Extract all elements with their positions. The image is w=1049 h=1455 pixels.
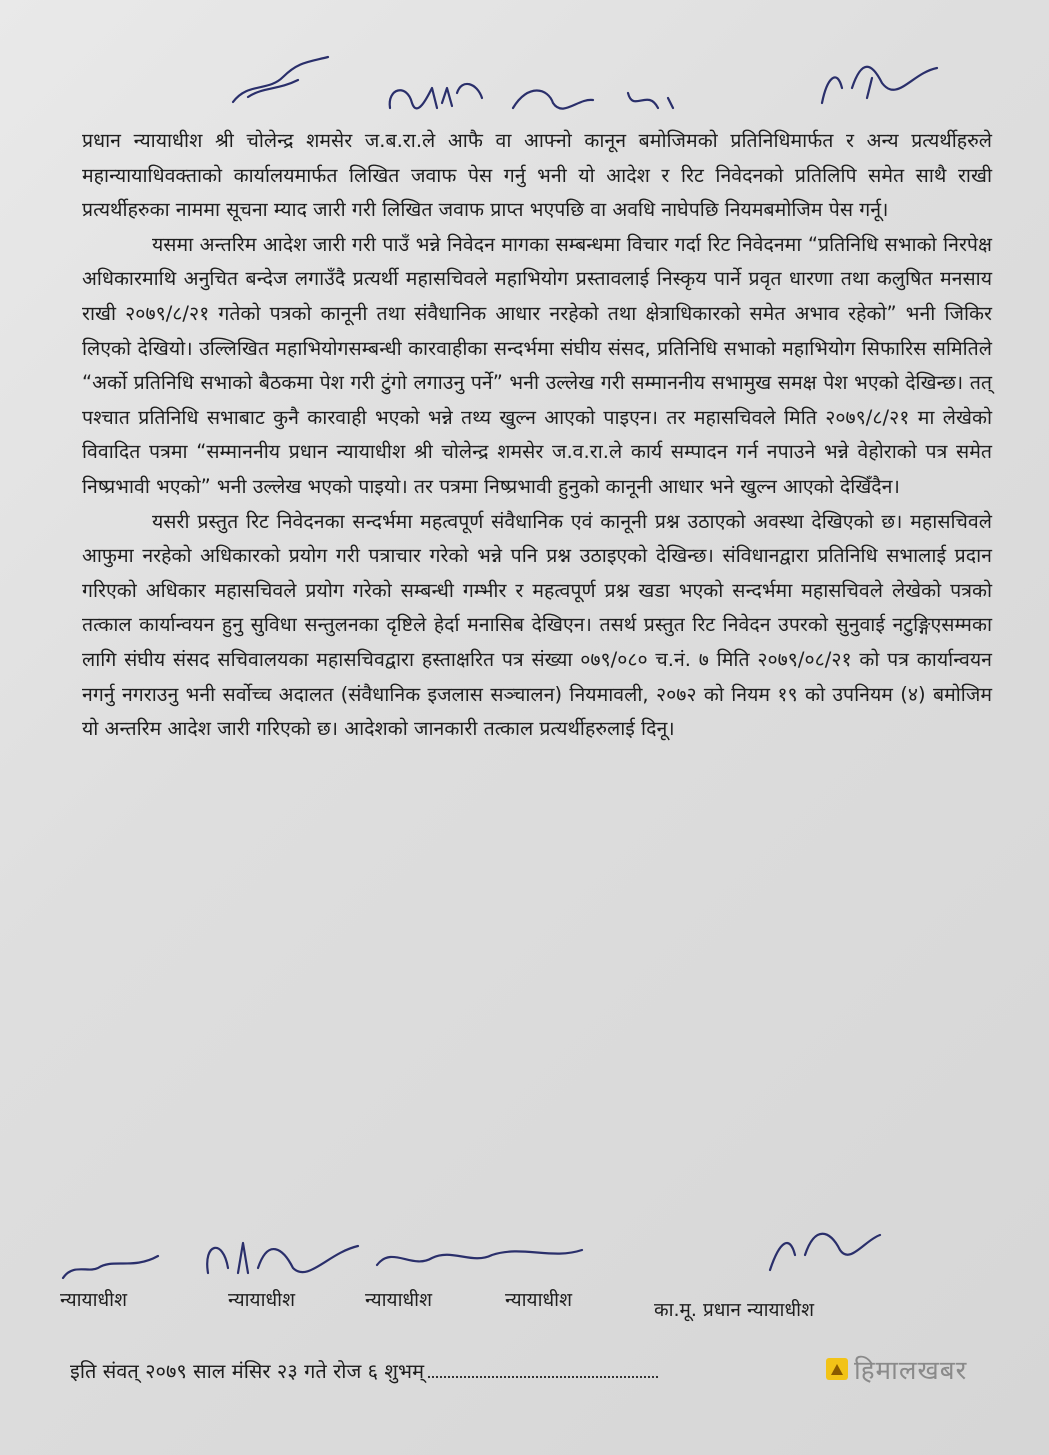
signature-bottom-3 xyxy=(372,1240,592,1284)
dotted-line xyxy=(428,1362,658,1378)
date-line xyxy=(70,1357,658,1384)
judge-label-4: न्यायाधीश xyxy=(505,1289,573,1311)
judge-label-3: न्यायाधीश xyxy=(365,1289,433,1311)
date-text: इति संवत् २०७९ साल मंसिर २३ गते रोज ६ शुभम् xyxy=(70,1359,425,1383)
brand-name: हिमालखबर xyxy=(854,1356,968,1386)
signature-top-4 xyxy=(812,48,952,122)
brand-watermark xyxy=(826,1351,967,1387)
signature-bottom-2 xyxy=(198,1228,378,1292)
signature-bottom-4 xyxy=(760,1210,890,1284)
judge-label-1: न्यायाधीश xyxy=(60,1289,128,1311)
paragraph-3: यसरी प्रस्तुत रिट निवेदनका सन्दर्भमा महत्वपूर्ण संवैधानिक एवं कानूनी प्रश्न उठाएको अवस्था देखिएको छ। महासचिवले आफुमा नरहेको अधिकारको प्रयोग गरी पत्राचार गरेको भन्ने पनि प्रश्न उठाइएको देखिन्छ। संविधानद्वारा प्रतिनिधि सभालाई प्रदान गरिएको अधिकार महासचिवले प्रयोग गरेको सम्बन्धी गम्भीर र महत्वपूर्ण प्रश्न खडा भएको सन्दर्भमा महासचिवले लेखेको पत्रको तत्काल कार्यान्वयन हुनु सुविधा सन्तुलनका दृष्टिले हेर्दा मनासिब देखिएन। तसर्थ प्रस्तुत रिट निवेदन उपरको सुनुवाई नटुङ्गिएसम्मका लागि संघीय संसद सचिवालयका महासचिवद्वारा हस्ताक्षरित पत्र संख्या ०७९/०८० च.नं. ७ मिति २०७९/०८/२१ को पत्र कार्यान्वयन नगर्नु नगराउनु भनी सर्वोच्च अदालत (संवैधानिक इजलास सञ्चालन) नियमावली, २०७२ को नियम १९ को उपनियम (४) बमोजिम यो अन्तरिम आदेश जारी गरिएको छ। आदेशको जानकारी तत्काल प्रत्यर्थीहरुलाई दिनू। xyxy=(82,509,992,741)
signature-top-1 xyxy=(228,52,338,116)
paragraph-1: प्रधान न्यायाधीश श्री चोलेन्द्र शमसेर ज.ब.रा.ले आफै वा आफ्नो कानून बमोजिमको प्रतिनिधिमार्फत र अन्य प्रत्यर्थीहरुले महान्यायाधिवक्ताको कार्यालयमार्फत लिखित जवाफ पेस गर्नु भनी यो आदेश र रिट निवेदनको प्रतिलिपि समेत साथै राखी प्रत्यर्थीहरुका नाममा सूचना म्याद जारी गरी लिखित जवाफ प्राप्त भएपछि वा अवधि नाघेपछि नियमबमोजिम पेस गर्नू। xyxy=(82,129,992,222)
chief-justice-label: का.मू. प्रधान न्यायाधीश xyxy=(654,1299,815,1321)
paragraph-2: यसमा अन्तरिम आदेश जारी गरी पाउँ भन्ने निवेदन मागका सम्बन्धमा विचार गर्दा रिट निवेदनमा “प्रतिनिधि सभाको निरपेक्ष अधिकारमाथि अनुचित बन्देज लगाउँदै प्रत्यर्थी महासचिवले महाभियोग प्रस्तावलाई निस्कृय पार्ने प्रवृत धारणा तथा कलुषित मनसाय राखी २०७९/८/२१ गतेको पत्रको कानूनी तथा संवैधानिक आधार नरहेको तथा क्षेत्राधिकारको समेत अभाव रहेको” भनी जिकिर लिएको देखियो। उल्लिखित महाभियोगसम्बन्धी कारवाहीका सन्दर्भमा संघीय संसद, प्रतिनिधि सभाको महाभियोग सिफारिस समितिले “अर्को प्रतिनिधि सभाको बैठकमा पेश गरी टुंगो लगाउनु पर्ने” भनी उल्लेख गरी सम्माननीय सभामुख समक्ष पेश भएको देखिन्छ। तत् पश्चात प्रतिनिधि सभाबाट कुनै कारवाही भएको भन्ने तथ्य खुल्न आएको पाइएन। तर महासचिवले मिति २०७९/८/२१ मा लेखेको विवादित पत्रमा “सम्माननीय प्रधान न्यायाधीश श्री चोलेन्द्र शमसेर ज.व.रा.ले कार्य सम्पादन गर्न नपाउने भन्ने वेहोराको पत्र समेत निष्प्रभावी भएको” भनी उल्लेख भएको पाइयो। तर पत्रमा निष्प्रभावी हुनुको कानूनी आधार भने खुल्न आएको देखिँदैन। xyxy=(82,232,992,498)
judges-labels xyxy=(60,1286,960,1326)
signature-top-2 xyxy=(382,68,492,132)
order-body xyxy=(82,124,992,747)
himalkhabar-logo-icon xyxy=(826,1358,848,1380)
judge-label-2: न्यायाधीश xyxy=(228,1289,296,1311)
